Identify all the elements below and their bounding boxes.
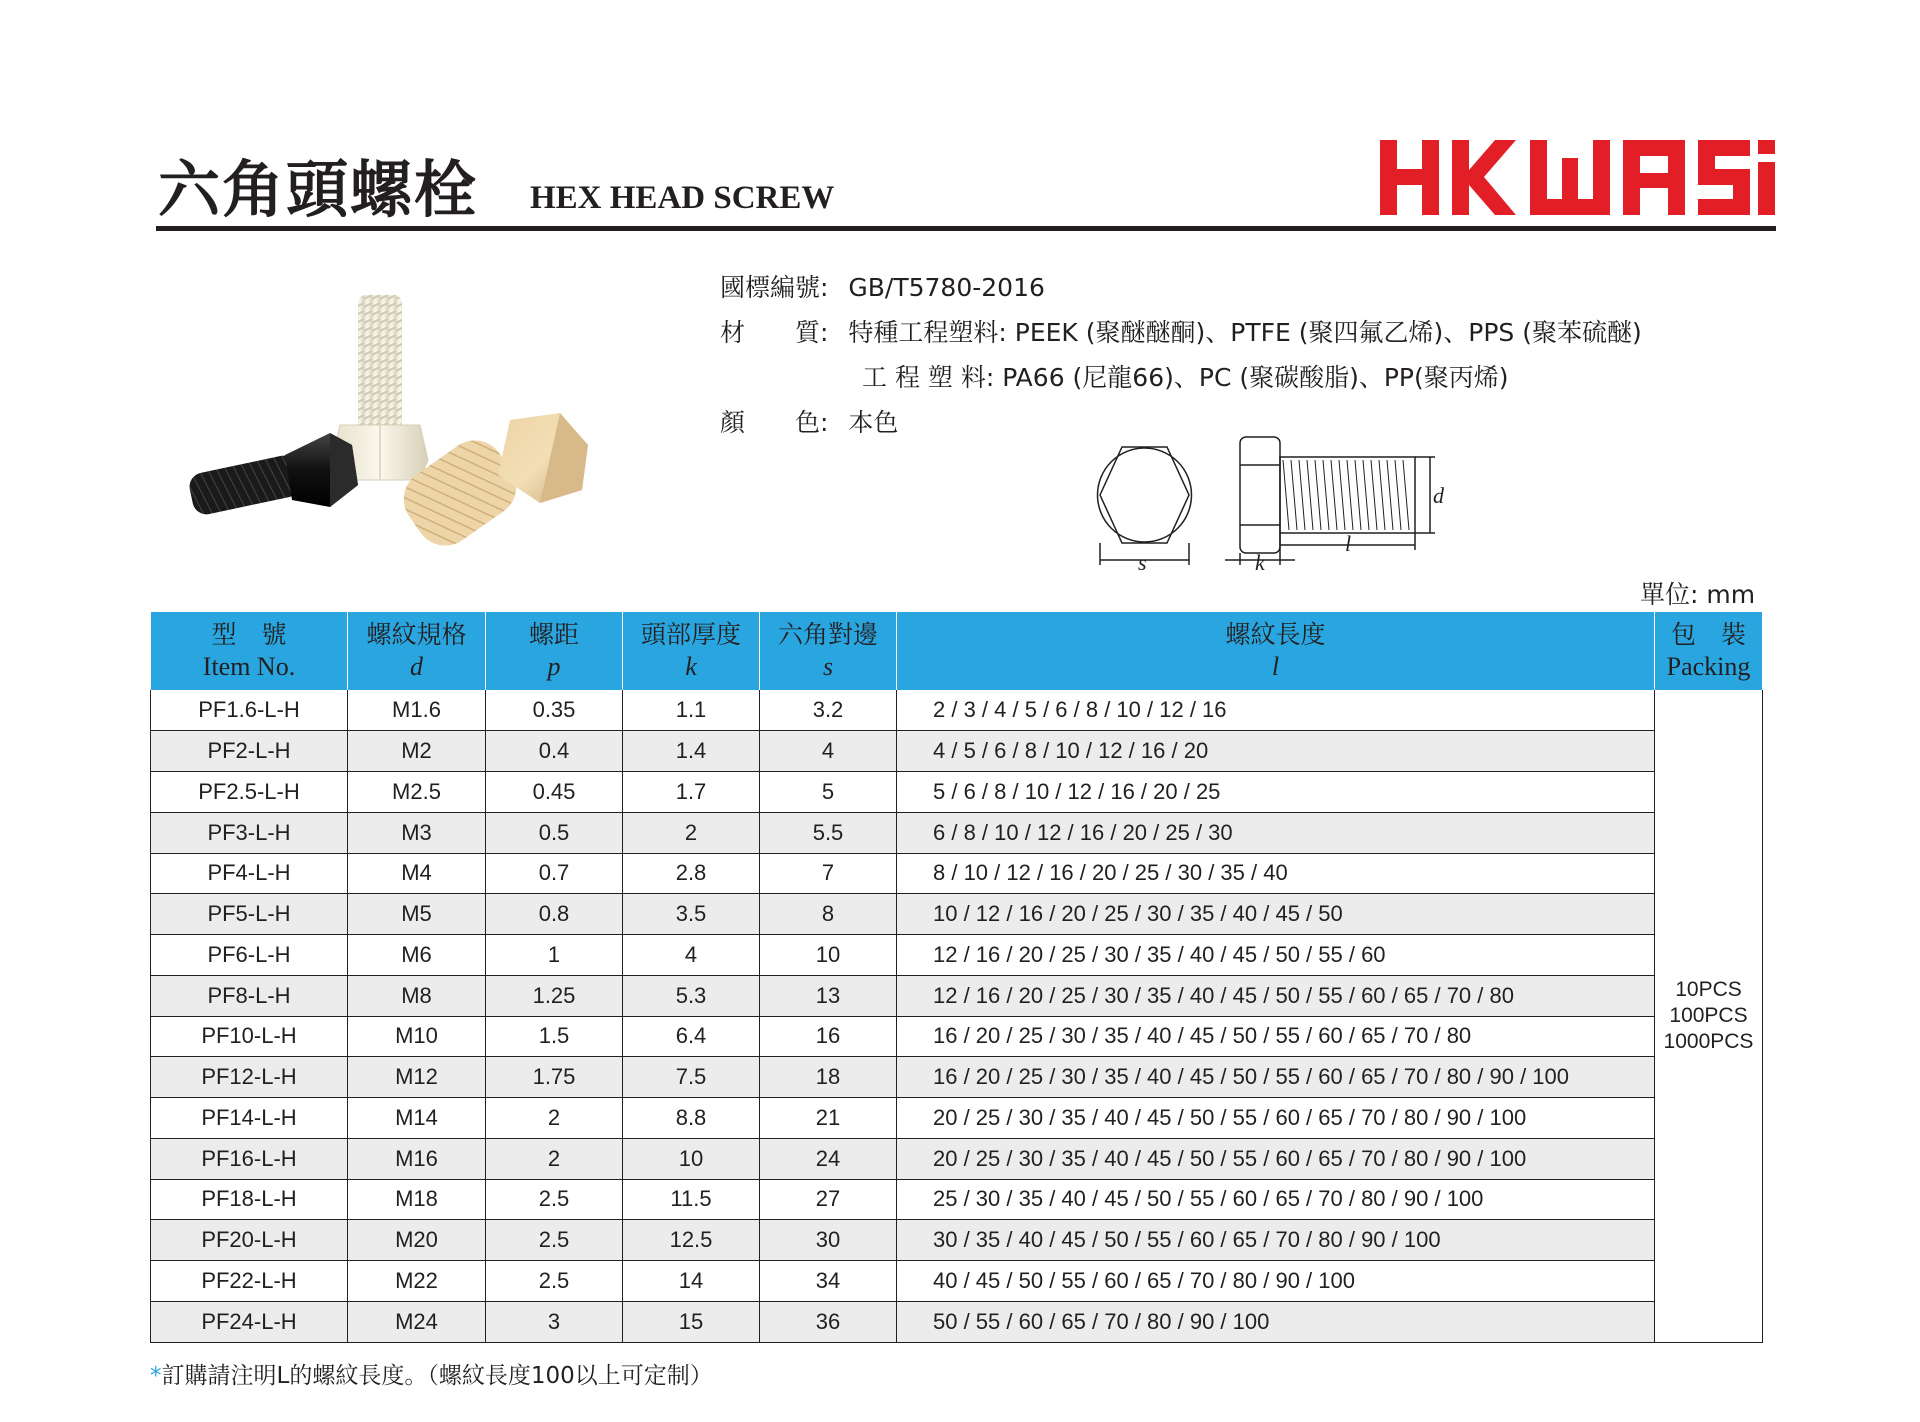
spec-standard — [720, 268, 1045, 304]
table-cell: 2.5 — [486, 1179, 623, 1220]
table-cell: 12.5 — [623, 1220, 760, 1261]
table-cell: 25 / 30 / 35 / 40 / 45 / 50 / 55 / 60 / 65 / 70 / 80 / 90 / 100 — [897, 1179, 1655, 1220]
table-cell: 2 — [623, 812, 760, 853]
table-cell: 8 / 10 / 12 / 16 / 20 / 25 / 30 / 35 / 40 — [897, 853, 1655, 894]
table-cell: 0.8 — [486, 894, 623, 935]
table-cell: 5 / 6 / 8 / 10 / 12 / 16 / 20 / 25 — [897, 772, 1655, 813]
table-cell: M1.6 — [348, 690, 486, 731]
table-cell: M16 — [348, 1138, 486, 1179]
table-cell: M5 — [348, 894, 486, 935]
table-row — [151, 1098, 1763, 1139]
table-row — [151, 1220, 1763, 1261]
col-thread-length: 螺紋長度 l — [897, 612, 1655, 690]
table-cell: 1 — [486, 935, 623, 976]
table-cell: 2.5 — [486, 1220, 623, 1261]
table-cell: 27 — [760, 1179, 897, 1220]
table-cell: 40 / 45 / 50 / 55 / 60 / 65 / 70 / 80 / 90 / 100 — [897, 1261, 1655, 1302]
spec-value: 工 程 塑 料: PA66 (尼龍66)、PC (聚碳酸脂)、PP(聚丙烯) — [862, 363, 1509, 392]
table-cell: PF3-L-H — [151, 812, 348, 853]
table-row — [151, 812, 1763, 853]
spec-table — [150, 612, 1763, 1343]
table-header-row — [151, 612, 1763, 690]
table-cell: PF22-L-H — [151, 1261, 348, 1302]
table-cell: PF1.6-L-H — [151, 690, 348, 731]
table-row — [151, 853, 1763, 894]
table-row — [151, 1016, 1763, 1057]
table-cell: 2.8 — [623, 853, 760, 894]
table-cell: PF2-L-H — [151, 731, 348, 772]
order-note — [150, 1357, 713, 1390]
table-cell: 4 / 5 / 6 / 8 / 10 / 12 / 16 / 20 — [897, 731, 1655, 772]
spec-material — [720, 313, 1642, 349]
spec-label: 材 質: — [720, 318, 829, 347]
table-cell: M20 — [348, 1220, 486, 1261]
table-cell: 2 — [486, 1098, 623, 1139]
table-cell: 12 / 16 / 20 / 25 / 30 / 35 / 40 / 45 / 50 / 55 / 60 / 65 / 70 / 80 — [897, 975, 1655, 1016]
table-cell: PF2.5-L-H — [151, 772, 348, 813]
table-row — [151, 935, 1763, 976]
table-cell: PF24-L-H — [151, 1301, 348, 1342]
table-cell: 18 — [760, 1057, 897, 1098]
table-cell: 10 — [623, 1138, 760, 1179]
hex-screw-dimension-drawing — [1085, 425, 1445, 575]
table-cell: 1.5 — [486, 1016, 623, 1057]
table-cell: M12 — [348, 1057, 486, 1098]
table-cell: 15 — [623, 1301, 760, 1342]
spec-material-2 — [862, 358, 1509, 394]
table-cell: M22 — [348, 1261, 486, 1302]
table-cell: 8 — [760, 894, 897, 935]
table-cell: 6.4 — [623, 1016, 760, 1057]
note-star: * — [150, 1363, 162, 1389]
table-row — [151, 1057, 1763, 1098]
dim-label-l: l — [1345, 531, 1352, 556]
table-cell: 36 — [760, 1301, 897, 1342]
table-cell: 30 — [760, 1220, 897, 1261]
table-cell: PF12-L-H — [151, 1057, 348, 1098]
table-cell: 10 / 12 / 16 / 20 / 25 / 30 / 35 / 40 / 45 / 50 — [897, 894, 1655, 935]
packing-option: 10PCS — [1675, 977, 1742, 1001]
table-cell: 5.3 — [623, 975, 760, 1016]
col-thread-spec: 螺紋規格 d — [348, 612, 486, 690]
table-cell: M3 — [348, 812, 486, 853]
table-cell: M8 — [348, 975, 486, 1016]
table-cell: 30 / 35 / 40 / 45 / 50 / 55 / 60 / 65 / 70 / 80 / 90 / 100 — [897, 1220, 1655, 1261]
note-text: 訂購請注明L的螺紋長度。（螺紋長度100以上可定制） — [161, 1363, 713, 1389]
table-cell: 4 — [623, 935, 760, 976]
col-packing: 包 裝 Packing — [1655, 612, 1763, 690]
spec-value: 特種工程塑料: PEEK (聚醚醚酮)、PTFE (聚四氟乙烯)、PPS (聚苯硫醚) — [848, 318, 1642, 347]
table-cell: PF4-L-H — [151, 853, 348, 894]
hkwasi-logo — [1380, 140, 1775, 215]
table-cell: M2.5 — [348, 772, 486, 813]
table-cell: M10 — [348, 1016, 486, 1057]
table-cell: PF6-L-H — [151, 935, 348, 976]
table-cell: 4 — [760, 731, 897, 772]
table-cell: 0.45 — [486, 772, 623, 813]
table-cell: 3 — [486, 1301, 623, 1342]
packing-cell — [1655, 690, 1763, 1342]
table-cell: 20 / 25 / 30 / 35 / 40 / 45 / 50 / 55 / 60 / 65 / 70 / 80 / 90 / 100 — [897, 1138, 1655, 1179]
table-cell: PF16-L-H — [151, 1138, 348, 1179]
table-cell: 16 — [760, 1016, 897, 1057]
dim-label-k: k — [1255, 550, 1265, 575]
table-cell: 7.5 — [623, 1057, 760, 1098]
table-row — [151, 1301, 1763, 1342]
table-row — [151, 690, 1763, 731]
table-cell: M2 — [348, 731, 486, 772]
table-cell: 14 — [623, 1261, 760, 1302]
table-cell: PF8-L-H — [151, 975, 348, 1016]
table-cell: 1.7 — [623, 772, 760, 813]
table-cell: 10 — [760, 935, 897, 976]
table-cell: 34 — [760, 1261, 897, 1302]
table-row — [151, 772, 1763, 813]
table-cell: 6 / 8 / 10 / 12 / 16 / 20 / 25 / 30 — [897, 812, 1655, 853]
col-item-no: 型 號 Item No. — [151, 612, 348, 690]
table-cell: M24 — [348, 1301, 486, 1342]
table-cell: 16 / 20 / 25 / 30 / 35 / 40 / 45 / 50 / 55 / 60 / 65 / 70 / 80 / 90 / 100 — [897, 1057, 1655, 1098]
table-cell: 0.35 — [486, 690, 623, 731]
table-cell: 2.5 — [486, 1261, 623, 1302]
table-cell: M14 — [348, 1098, 486, 1139]
page-title-en: HEX HEAD SCREW — [530, 180, 835, 216]
table-cell: PF14-L-H — [151, 1098, 348, 1139]
table-cell: 3.2 — [760, 690, 897, 731]
table-cell: 2 / 3 / 4 / 5 / 6 / 8 / 10 / 12 / 16 — [897, 690, 1655, 731]
table-cell: 0.5 — [486, 812, 623, 853]
table-cell: M4 — [348, 853, 486, 894]
table-cell: 12 / 16 / 20 / 25 / 30 / 35 / 40 / 45 / 50 / 55 / 60 — [897, 935, 1655, 976]
table-cell: PF10-L-H — [151, 1016, 348, 1057]
table-cell: 3.5 — [623, 894, 760, 935]
unit-label: 單位: mm — [1640, 580, 1756, 609]
table-cell: 11.5 — [623, 1179, 760, 1220]
packing-option: 1000PCS — [1663, 1029, 1754, 1053]
table-cell: M18 — [348, 1179, 486, 1220]
table-row — [151, 731, 1763, 772]
table-cell: 0.4 — [486, 731, 623, 772]
header-rule — [156, 226, 1776, 231]
table-cell: 16 / 20 / 25 / 30 / 35 / 40 / 45 / 50 / 55 / 60 / 65 / 70 / 80 — [897, 1016, 1655, 1057]
table-row — [151, 894, 1763, 935]
table-cell: 5 — [760, 772, 897, 813]
table-cell: 0.7 — [486, 853, 623, 894]
spec-value: GB/T5780-2016 — [848, 273, 1045, 302]
table-cell: 24 — [760, 1138, 897, 1179]
table-cell: PF18-L-H — [151, 1179, 348, 1220]
packing-option: 100PCS — [1669, 1003, 1748, 1027]
hex-screw-product-photo — [180, 285, 620, 575]
table-cell: 1.4 — [623, 731, 760, 772]
spec-label: 顏 色: — [720, 408, 829, 437]
table-cell: PF20-L-H — [151, 1220, 348, 1261]
spec-label: 國標編號: — [720, 273, 829, 302]
table-cell: 2 — [486, 1138, 623, 1179]
table-cell: 21 — [760, 1098, 897, 1139]
table-cell: M6 — [348, 935, 486, 976]
col-head-thickness: 頭部厚度 k — [623, 612, 760, 690]
table-row — [151, 1138, 1763, 1179]
table-row — [151, 1261, 1763, 1302]
table-cell: 20 / 25 / 30 / 35 / 40 / 45 / 50 / 55 / 60 / 65 / 70 / 80 / 90 / 100 — [897, 1098, 1655, 1139]
col-pitch: 螺距 p — [486, 612, 623, 690]
dim-label-s: s — [1138, 550, 1147, 575]
table-cell: 8.8 — [623, 1098, 760, 1139]
table-cell: PF5-L-H — [151, 894, 348, 935]
table-cell: 1.75 — [486, 1057, 623, 1098]
table-cell: 13 — [760, 975, 897, 1016]
table-row — [151, 975, 1763, 1016]
dim-label-d: d — [1433, 483, 1444, 508]
spec-value: 本色 — [848, 408, 899, 437]
spec-color — [720, 403, 898, 439]
table-cell: 5.5 — [760, 812, 897, 853]
table-cell: 1.1 — [623, 690, 760, 731]
page-title-cn: 六角頭螺栓 — [158, 153, 479, 226]
table-row — [151, 1179, 1763, 1220]
table-cell: 7 — [760, 853, 897, 894]
table-cell: 50 / 55 / 60 / 65 / 70 / 80 / 90 / 100 — [897, 1301, 1655, 1342]
table-cell: 1.25 — [486, 975, 623, 1016]
col-across-flats: 六角對邊 s — [760, 612, 897, 690]
